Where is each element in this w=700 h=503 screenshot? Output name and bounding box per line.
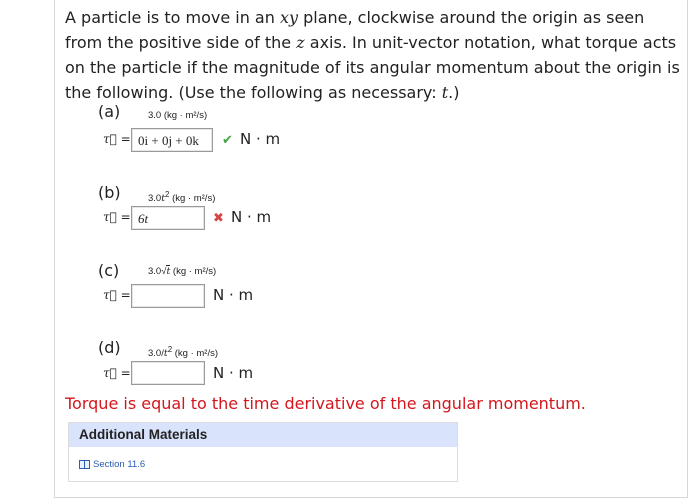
part-b-answer-input[interactable]: 6t xyxy=(131,206,205,230)
part-c-answer-input[interactable] xyxy=(131,284,205,308)
question-text: A particle is to move in an xy plane, clockwise around the origin as seen from the positive side of the z axis. In unit-vector notation, what torque acts on the particle if the magnitude of its angular momentum about the origin is the following. (Use the following as necessary: t.) xyxy=(65,8,680,102)
book-icon xyxy=(79,460,90,469)
part-c-given: 3.0√t (kg · m²/s) xyxy=(148,266,217,277)
part-b-incorrect-cross-icon: ✖ xyxy=(213,211,224,226)
section-link-label[interactable]: Section 11.6 xyxy=(93,459,146,470)
part-b-given: $3.0t^2$ (kg · m²/s) xyxy=(148,190,216,205)
part-a-given: 3.0 (kg · m²/s) xyxy=(148,110,208,121)
part-a-unit: N · m xyxy=(240,130,281,148)
part-a-answer-input[interactable]: 0i + 0j + 0k xyxy=(131,128,213,152)
part-b-label: (b) xyxy=(98,183,121,202)
part-d-label: (d) xyxy=(98,338,121,357)
part-c-unit: N · m xyxy=(213,286,254,304)
sqrt-symbol: √ xyxy=(161,266,167,277)
part-b-torque-label: τ⃗ = xyxy=(103,210,131,224)
part-c-torque-label: τ⃗ = xyxy=(103,288,131,302)
additional-materials-panel xyxy=(68,422,458,482)
part-d-torque-label: τ⃗ = xyxy=(103,366,131,380)
part-d-given: $3.0/t^2$ (kg · m²/s) xyxy=(148,345,219,360)
part-d-answer-input[interactable] xyxy=(131,361,205,385)
part-b-unit: N · m xyxy=(231,208,272,226)
part-d-unit: N · m xyxy=(213,364,254,382)
part-c-label: (c) xyxy=(98,261,120,280)
part-a-torque-label: τ⃗ = xyxy=(103,132,131,146)
section-link[interactable] xyxy=(79,459,145,470)
additional-materials-title: Additional Materials xyxy=(69,423,457,447)
hint-text: Torque is equal to the time derivative of the angular momentum. xyxy=(65,394,586,413)
part-a-label: (a) xyxy=(98,102,121,121)
part-a-correct-check-icon: ✔ xyxy=(222,133,233,148)
